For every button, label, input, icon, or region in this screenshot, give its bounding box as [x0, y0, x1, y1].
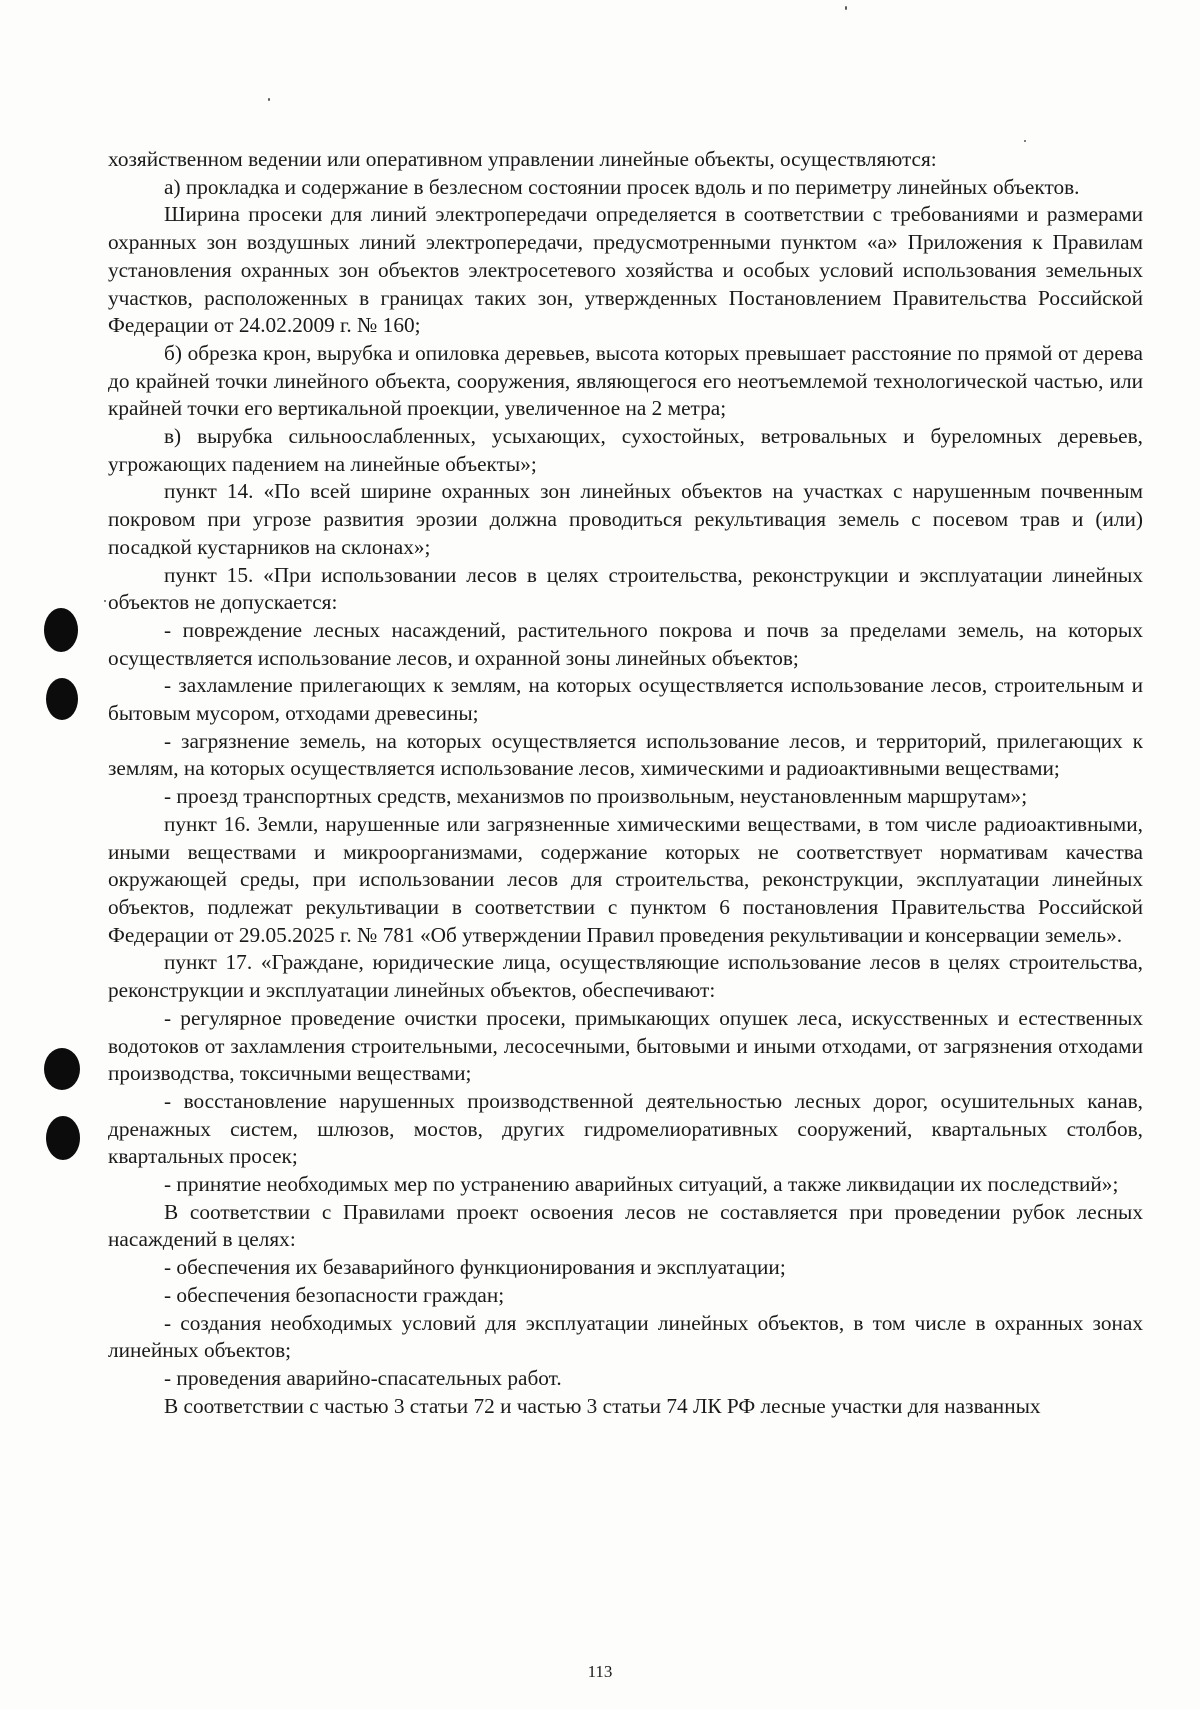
paragraph: в) вырубка сильноослабленных, усыхающих, сухостойных, ветровальных и буреломных деревьев, угрожающих падением на линейные объекты»;: [108, 424, 1143, 476]
paragraph: хозяйственном ведении или оперативном управлении линейные объекты, осуществляются:: [108, 147, 937, 171]
paragraph: пункт 15. «При использовании лесов в целях строительства, реконструкции и эксплуатации линейных объектов не допускается:: [108, 562, 1143, 615]
paragraph: - загрязнение земель, на которых осуществляется использование лесов, и территорий, прилегающих к землям, на которых осуществляется использование лесов, химическими и радиоактивными веществами;: [108, 728, 1143, 781]
paragraph: - захламление прилегающих к землям, на которых осуществляется использование лесов, строительным и бытовым мусором, отходами древесины;: [108, 673, 1143, 726]
paragraph: пункт 17. «Граждане, юридические лица, осуществляющие использование лесов в целях строительства, реконструкции и эксплуатации линейных объектов, обеспечивают:: [108, 950, 1143, 1003]
paragraph: - повреждение лесных насаждений, растительного покрова и почв за пределами земель, на которых осуществляется использование лесов, и охранной зоны линейных объектов;: [108, 617, 1143, 670]
page-number: 113: [587, 1662, 613, 1681]
paragraph: пункт 16. Земли, нарушенные или загрязненные химическими веществами, в том числе радиоактивными, иными веществами и микроорганизмами, содержание которых не соответствует нормативам качества окружающей среды, при использовании лесов для строительства, реконструкции, эксплуатации линейных объектов, подлежат рекультивации в соответствии с пунктом 6 постановления Правительства Российской Федерации от 29.05.2025 г. № 781 «Об утверждении Правил проведения рекультивации и консервации земель».: [108, 811, 1143, 947]
paragraph: - проведения аварийно-спасательных работ.: [164, 1365, 562, 1390]
paragraph: - обеспечения безопасности граждан;: [164, 1282, 505, 1307]
scan-speck: [845, 6, 847, 10]
paragraph: В соответствии с Правилами проект освоения лесов не составляется при проведении рубок лесных насаждений в целях:: [108, 1199, 1143, 1252]
paragraph: - создания необходимых условий для эксплуатации линейных объектов, в том числе в охранных зонах линейных объектов;: [108, 1310, 1143, 1363]
paragraph: - регулярное проведение очистки просеки, примыкающих опушек леса, искусственных и естественных водотоков от захламления строительными, лесосечными, бытовыми и иными отходами, от загрязнения отходами производства, токсичными веществами;: [108, 1005, 1143, 1086]
punch-hole-marker: [44, 1048, 80, 1090]
punch-hole-marker: [46, 678, 78, 720]
paragraph: В соответствии с частью 3 статьи 72 и частью 3 статьи 74 ЛК РФ лесные участки для названных: [164, 1393, 1041, 1418]
scan-speck: [1024, 140, 1026, 142]
paragraph: - обеспечения их безаварийного функционирования и эксплуатации;: [164, 1255, 786, 1280]
paragraph: - восстановление нарушенных производственной деятельностью лесных дорог, осушительных канав, дренажных систем, шлюзов, мостов, других гидромелиоративных сооружений, квартальных столбов, квартальных просек;: [108, 1088, 1143, 1169]
punch-hole-marker: [46, 1116, 80, 1160]
paragraph: - проезд транспортных средств, механизмов по произвольным, неустановленным маршрутам»;: [164, 784, 1028, 809]
paragraph: пункт 14. «По всей ширине охранных зон линейных объектов на участках с нарушенным почвенным покровом при угрозе развития эрозии должна проводиться рекультивация земель с посевом трав и (или) посадкой кустарников на склонах»;: [108, 479, 1143, 559]
scan-speck: [104, 600, 106, 602]
paragraph: Ширина просеки для линий электропередачи определяется в соответствии с требованиями и размерами охранных зон воздушных линий электропередачи, предусмотренными пунктом «а» Приложения к Правилам установления охранных зон объектов электросетевого хозяйства и особых условий использования земельных участков, расположенных в границах таких зон, утвержденных Постановлением Правительства Российской Федерации от 24.02.2009 г. № 160;: [108, 202, 1143, 338]
document-body: [108, 146, 1143, 1420]
paragraph: - принятие необходимых мер по устранению аварийных ситуаций, а также ликвидации их последствий»;: [164, 1172, 1119, 1197]
scan-speck: [268, 98, 270, 101]
paragraph: б) обрезка крон, вырубка и опиловка деревьев, высота которых превышает расстояние по прямой от дерева до крайней точки линейного объекта, сооружения, являющегося его неотъемлемой технологической частью, или крайней точки его вертикальной проекции, увеличенное на 2 метра;: [108, 340, 1143, 421]
punch-hole-marker: [44, 608, 78, 652]
paragraph: а) прокладка и содержание в безлесном состоянии просек вдоль и по периметру линейных объектов.: [164, 174, 1080, 199]
